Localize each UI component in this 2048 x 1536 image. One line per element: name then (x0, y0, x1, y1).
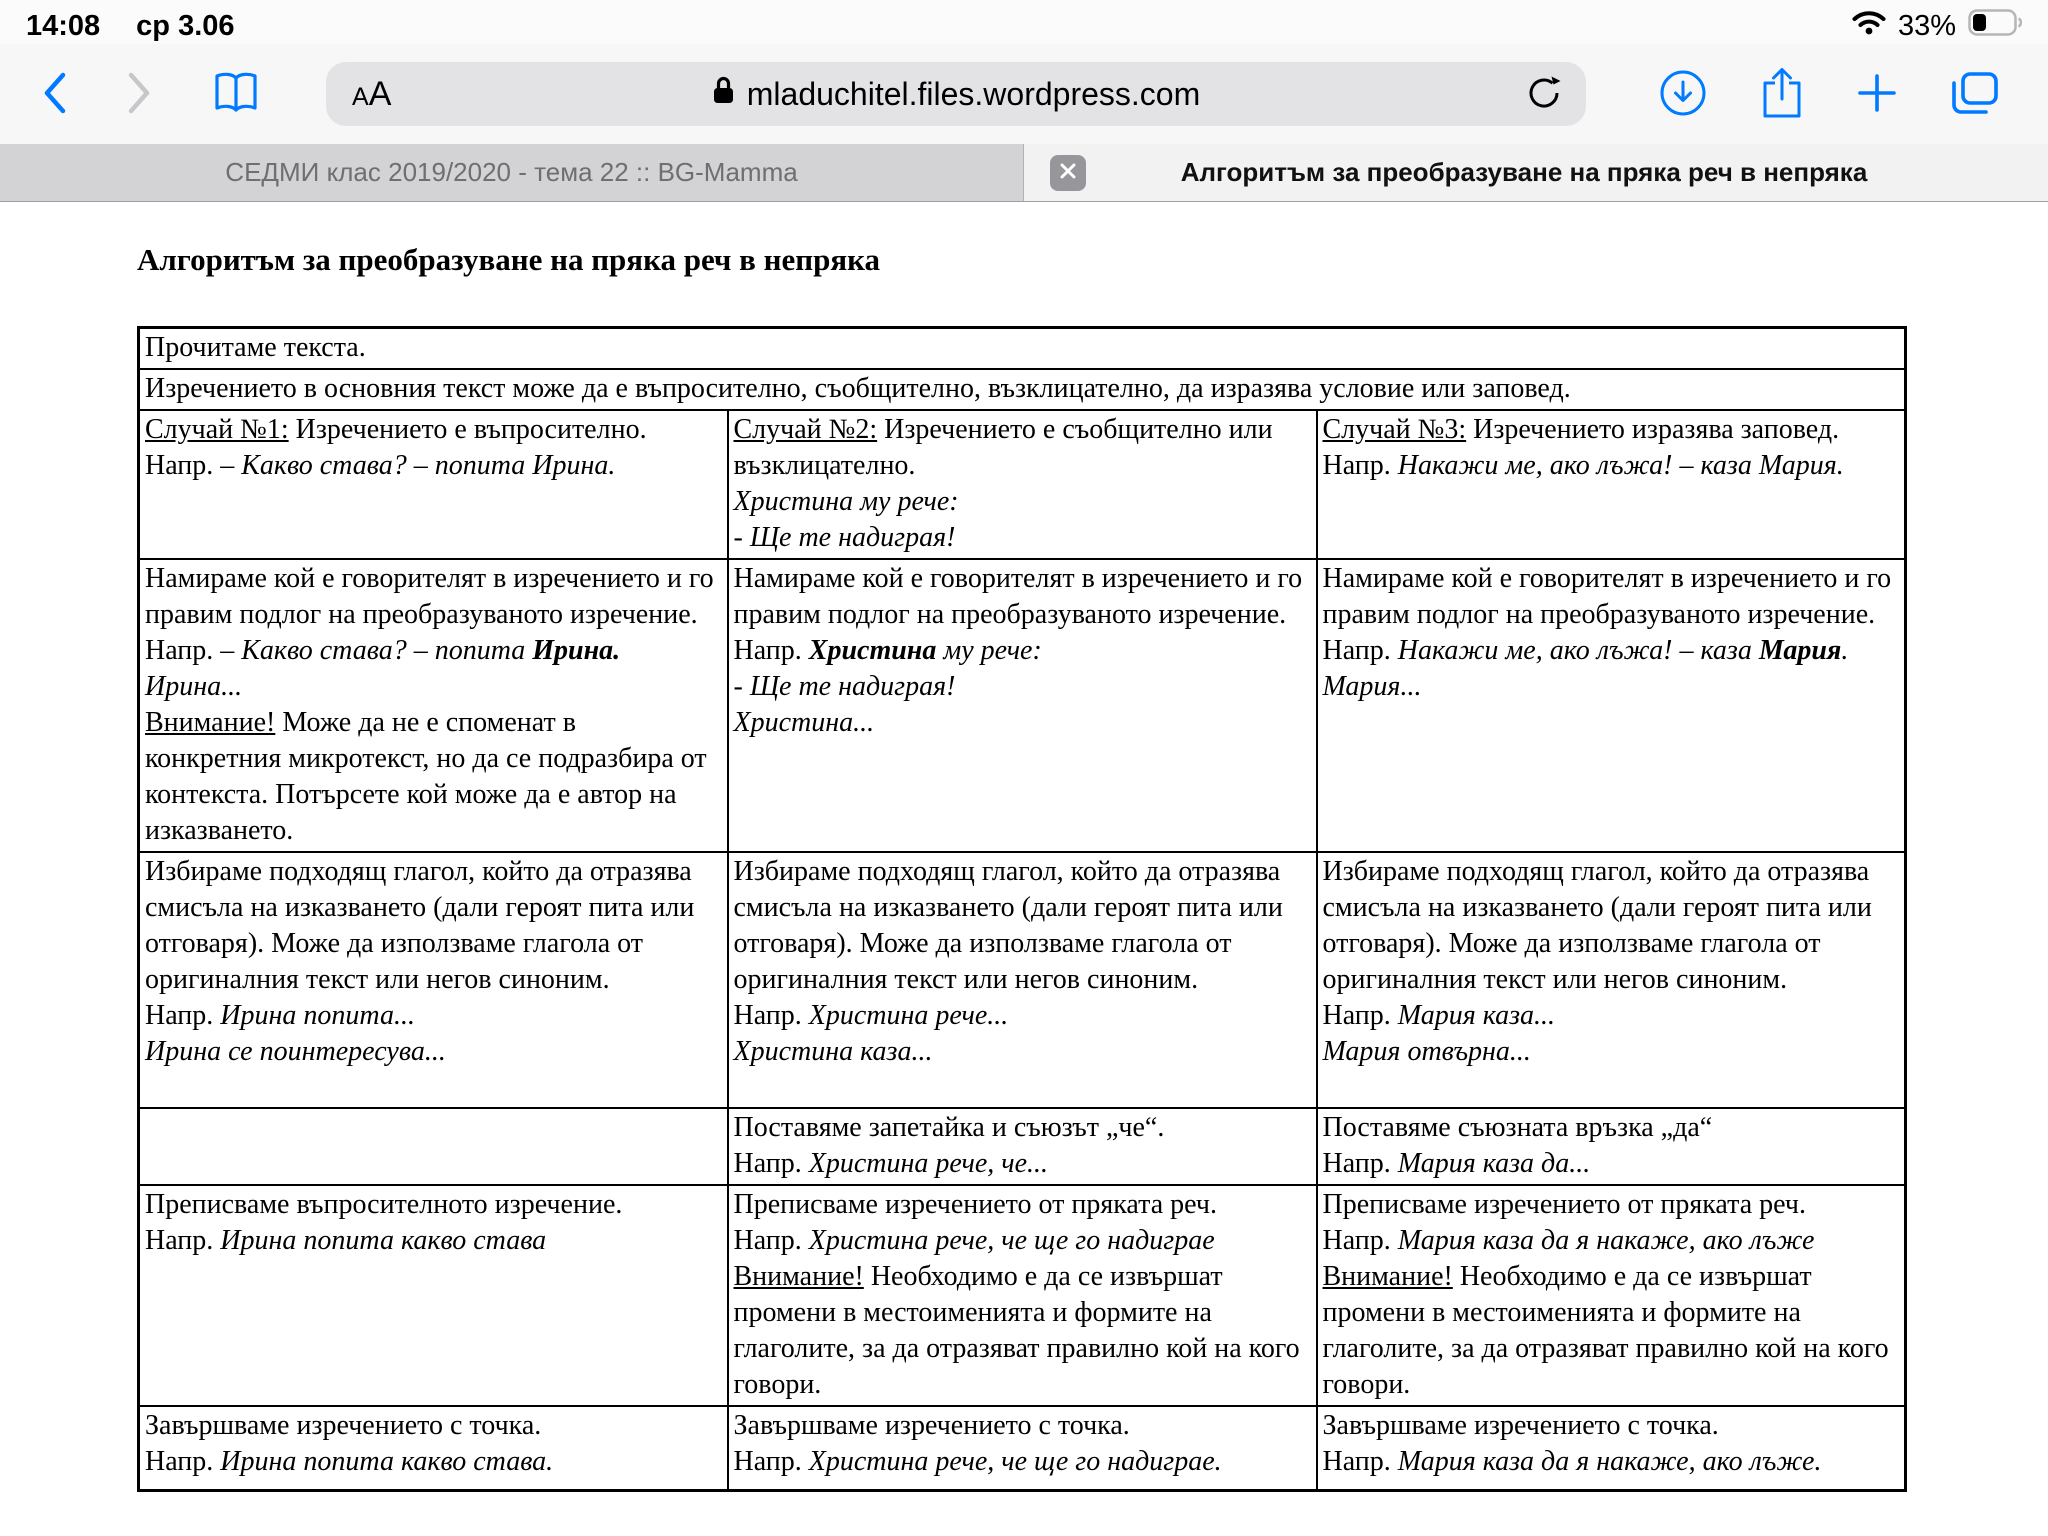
algorithm-table (137, 326, 1907, 1492)
tabs-icon (1950, 70, 2000, 119)
share-icon (1760, 66, 1804, 123)
chevron-right-icon (126, 70, 154, 119)
close-tab-button[interactable] (1050, 155, 1086, 191)
address-bar[interactable] (326, 62, 1586, 126)
table-cell: Поставяме съюзната връзка „да“ Напр. Мария каза да... (1317, 1108, 1906, 1185)
table-cell: Намираме кой е говорителят в изречението и го правим подлог на преобразуваното изречение. Напр. Накажи ме, ако лъжа! – каза Мария. Мария... (1317, 559, 1906, 852)
table-row (139, 852, 1906, 1108)
table-cell: Преписваме изречението от пряката реч. Напр. Мария каза да я накаже, ако лъже Внимание! Необходимо е да се извършат промени в местоименията и формите на глаголите, за да отразяват правилно кой на кого говори. (1317, 1185, 1906, 1406)
battery-percent-label: 33% (1897, 9, 1956, 42)
back-button[interactable] (40, 70, 68, 119)
table-cell: Случай №2: Изречението е съобщително или възклицателно. Христина му рече: - Ще те надиграя! (728, 410, 1317, 559)
table-cell: Преписваме въпросителното изречение. Напр. Ирина попита какво става (139, 1185, 728, 1406)
table-cell: Случай №1: Изречението е въпросително. Напр. – Какво става? – попита Ирина. (139, 410, 728, 559)
table-cell: Намираме кой е говорителят в изречението и го правим подлог на преобразуваното изречение. Напр. – Какво става? – попита Ирина. Ирина... Внимание! Може да не е споменат в конкретния микротекст, но да се подразбира от контекста. Потърсете кой може да е автор на изказването. (139, 559, 728, 852)
forward-button[interactable] (126, 70, 154, 119)
close-icon (1059, 162, 1077, 183)
table-cell: Избираме подходящ глагол, който да отразява смисъла на изказването (дали героят пита или отговаря). Може да използваме глагола от оригиналния текст или негов синоним. Напр. Мария каза... Мария отвърна... (1317, 852, 1906, 1108)
plus-icon (1856, 72, 1898, 117)
status-date: ср 3.06 (136, 9, 235, 42)
url-text: mladuchitel.files.wordpress.com (746, 75, 1201, 112)
page-title: Алгоритъм за преобразуване на пряка реч в непряка (137, 242, 881, 277)
reload-icon (1526, 74, 1564, 115)
tab-title: СЕДМИ клас 2019/2020 - тема 22 :: BG-Mamma (225, 157, 798, 187)
table-cell: Изречението в основния текст може да е въпросително, съобщително, възклицателно, да изразява условие или заповед. (139, 369, 1906, 410)
wifi-icon (1852, 10, 1886, 43)
table-row (139, 1108, 1906, 1185)
table-row (139, 1406, 1906, 1490)
table-row (139, 1185, 1906, 1406)
table-row (139, 410, 1906, 559)
table-cell: Завършваме изречението с точка. Напр. Ирина попита какво става. (139, 1406, 728, 1490)
algorithm-table-body (139, 328, 1906, 1491)
download-icon (1658, 68, 1708, 121)
table-row (139, 369, 1906, 410)
clock: 14:08 (26, 9, 101, 42)
browser-toolbar (0, 44, 2048, 144)
table-cell: Прочитаме текста. (139, 328, 1906, 370)
chevron-left-icon (40, 70, 68, 119)
status-bar (0, 0, 2048, 44)
table-row (139, 328, 1906, 370)
bookmarks-button[interactable] (212, 71, 260, 118)
tab-sedmi-klas[interactable] (0, 144, 1024, 201)
battery-icon (1968, 9, 2022, 44)
table-cell: Избираме подходящ глагол, който да отразява смисъла на изказването (дали героят пита или отговаря). Може да използваме глагола от оригиналния текст или негов синоним. Напр. Христина рече... Христина каза... (728, 852, 1317, 1108)
table-cell: Преписваме изречението от пряката реч. Напр. Христина рече, че ще го надиграе Внимание! Необходимо е да се извършат промени в местоименията и формите на глаголите, за да отразяват правилно кой на кого говори. (728, 1185, 1317, 1406)
text-size-button[interactable]: AA (352, 74, 392, 113)
table-cell: Избираме подходящ глагол, който да отразява смисъла на изказването (дали героят пита или отговаря). Може да използваме глагола от оригиналния текст или негов синоним. Напр. Ирина попита... Ирина се поинтересува... (139, 852, 728, 1108)
table-cell: Поставяме запетайка и съюзът „че“. Напр. Христина рече, че... (728, 1108, 1317, 1185)
reload-button[interactable] (1526, 74, 1564, 115)
table-cell: Случай №3: Изречението изразява заповед. Напр. Накажи ме, ако лъжа! – каза Мария. (1317, 410, 1906, 559)
new-tab-button[interactable] (1856, 72, 1898, 117)
table-cell: Завършваме изречението с точка. Напр. Христина рече, че ще го надиграе. (728, 1406, 1317, 1490)
tabs-overview-button[interactable] (1950, 70, 2000, 119)
share-button[interactable] (1760, 66, 1804, 123)
table-cell: Завършваме изречението с точка. Напр. Мария каза да я накаже, ако лъже. (1317, 1406, 1906, 1490)
page-content (0, 202, 2048, 1492)
table-cell: Намираме кой е говорителят в изречението и го правим подлог на преобразуваното изречение. Напр. Христина му рече: - Ще те надиграя! Христина... (728, 559, 1317, 852)
downloads-button[interactable] (1658, 68, 1708, 121)
tab-title: Алгоритъм за преобразуване на пряка реч в непряка (1180, 157, 1868, 187)
open-book-icon (212, 71, 260, 118)
table-row (139, 559, 1906, 852)
table-cell (139, 1108, 728, 1185)
lock-icon (712, 75, 735, 113)
tab-bar (0, 144, 2048, 202)
tab-algoritam[interactable] (1024, 144, 2048, 201)
